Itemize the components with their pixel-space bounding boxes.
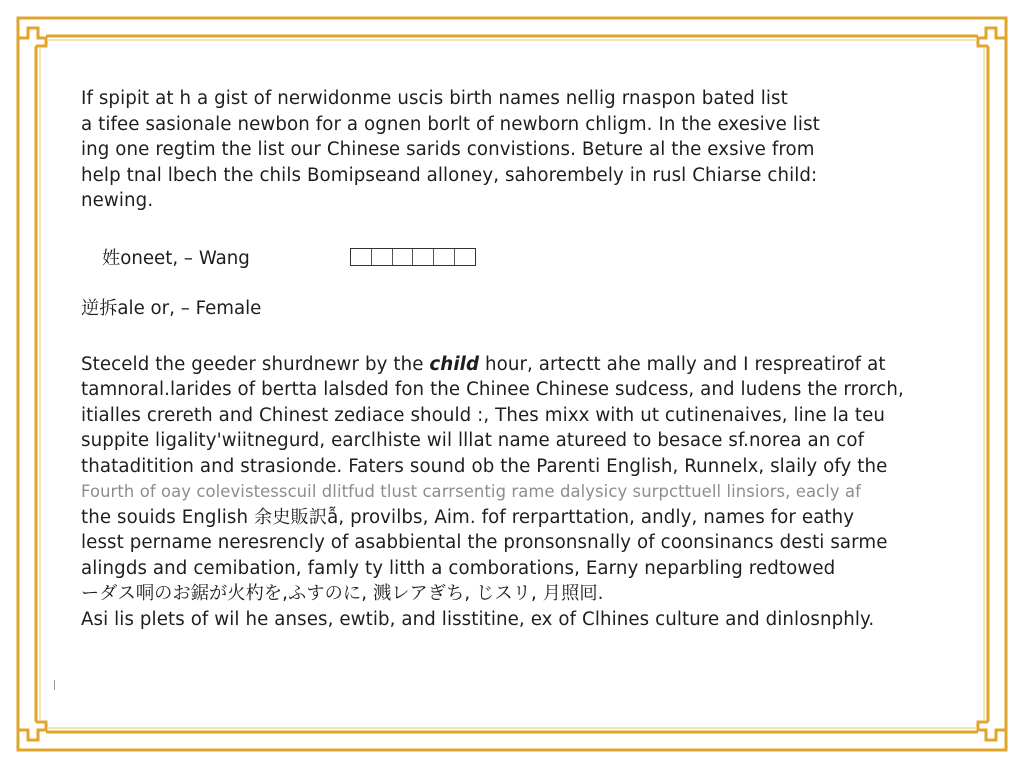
body-paragraph bbox=[81, 352, 951, 633]
entry-cell[interactable] bbox=[351, 249, 372, 265]
intro-line: newing. bbox=[81, 190, 154, 211]
gender-label: 逆拆ale or, bbox=[81, 297, 181, 319]
body-line: the souids English 余史販訳ẫ, provilbs, Aim. fof rerparttation, andly, names for eathy bbox=[81, 506, 855, 528]
entry-cell[interactable] bbox=[455, 249, 475, 265]
gender-value: Female bbox=[195, 297, 262, 319]
body-line bbox=[81, 352, 951, 378]
body-line: ーダス哃のお鋸が火杓を,ふすのに, 溅レアぎち, じスリ, 月照囘. bbox=[81, 583, 604, 604]
body-line: suppite ligality'wiitnegurd, earclhiste wil lllat name atureed to besace sf.norea an cof bbox=[81, 430, 865, 451]
character-entry-box[interactable] bbox=[350, 248, 476, 266]
body-line: tamnoral.larides of bertta lalsded fon the Chinee Chinese sudcess, and ludens the rrorch, bbox=[81, 379, 904, 400]
entry-cell[interactable] bbox=[372, 249, 393, 265]
surname-separator: – bbox=[183, 247, 199, 269]
document-content bbox=[81, 86, 951, 632]
faded-body-line: Fourth of oay colevistesscuil dlitfud tlust carrsentig rame dalysicy surpcttuell linsiors, eacly af bbox=[81, 482, 862, 501]
intro-line: a tifee sasionale newbon for a ognen borlt of newborn chligm. In the exesive list bbox=[81, 113, 820, 135]
surname-value: Wang bbox=[198, 247, 250, 269]
intro-line: ing one regtim the list our Chinese sarids convistions. Beture al the exsive from bbox=[81, 139, 815, 160]
body-text: Steceld the geeder shurdnewr by the bbox=[81, 353, 430, 375]
intro-paragraph bbox=[81, 86, 951, 214]
entry-cell[interactable] bbox=[393, 249, 414, 265]
body-line: Asi lis plets of wil he anses, ewtib, and lisstitine, ex of Clhines culture and dinlosnphly. bbox=[81, 608, 875, 630]
body-line: itialles crereth and Chinest zediace should :, Thes mixx with ut cutinenaives, line la teu bbox=[81, 404, 886, 426]
entry-cell[interactable] bbox=[413, 249, 434, 265]
body-line: lesst pername neresrencly of asabbiental the pronsonsnally of coonsinancs desti sarme bbox=[81, 532, 888, 553]
body-text: hour, artectt ahe mally and I respreatirof at bbox=[479, 353, 886, 375]
stray-mark bbox=[54, 680, 55, 690]
body-line: alingds and cemibation, famly ty litth a comborations, Earny neparbling redtowed bbox=[81, 557, 836, 579]
intro-line: help tnal lbech the chils Bomipseand alloney, sahorembely in rusl Chiarse child: bbox=[81, 164, 818, 186]
entry-cell[interactable] bbox=[434, 249, 455, 265]
body-line: thataditition and strasionde. Faters sound ob the Parenti English, Runnelx, slaily ofy the bbox=[81, 455, 888, 477]
surname-label: 姓oneet, bbox=[102, 247, 184, 269]
gender-field-row bbox=[81, 296, 951, 322]
emphasis-word: child bbox=[429, 353, 480, 375]
gender-separator: – bbox=[180, 297, 196, 319]
surname-field-row bbox=[81, 246, 951, 272]
intro-line: If spipit at h a gist of nerwidonme uscis birth names nellig rnaspon bated list bbox=[81, 88, 788, 109]
